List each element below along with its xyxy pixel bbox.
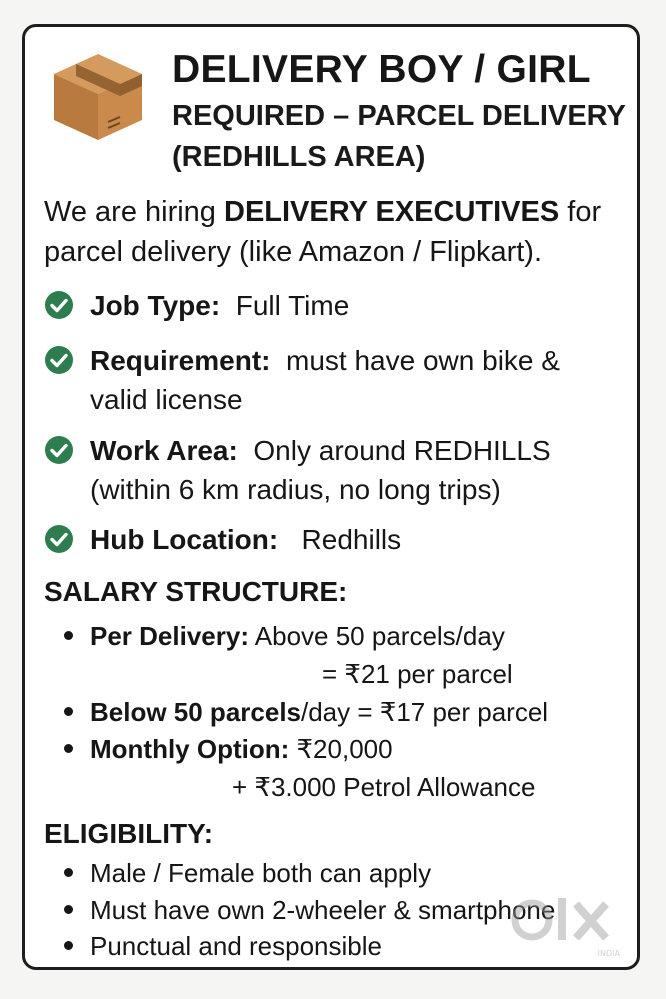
- check-circle-icon: [44, 290, 74, 320]
- parcel-box-icon: [48, 44, 148, 144]
- salary-per-delivery-rate: = ₹21 per parcel: [322, 659, 513, 689]
- bullet-dot: [64, 631, 73, 640]
- detail-label: Job Type:: [90, 290, 221, 321]
- svg-text:INDIA: INDIA: [597, 949, 620, 958]
- detail-value: Full Time: [235, 290, 350, 321]
- bullet-dot: [64, 744, 73, 753]
- check-circle-icon: [44, 524, 74, 554]
- detail-label: Work Area:: [90, 435, 238, 466]
- check-circle-icon: [44, 435, 74, 465]
- page-subtitle: REQUIRED – PARCEL DELIVERY: [172, 100, 626, 132]
- detail-label: Hub Location:: [90, 524, 279, 555]
- olx-watermark-logo: [508, 892, 632, 962]
- intro-text: We are hiring DELIVERY EXECUTIVES for parcel delivery (like Amazon / Flipkart).: [44, 196, 602, 268]
- page-title: DELIVERY BOY / GIRL: [172, 48, 591, 91]
- bullet-dot: [64, 707, 73, 716]
- salary-heading: SALARY STRUCTURE:: [44, 576, 348, 607]
- detail-value-continued: valid license: [90, 384, 243, 415]
- eligibility-heading: ELIGIBILITY:: [44, 818, 214, 849]
- detail-value: Only around REDHILLS: [253, 435, 551, 466]
- detail-value: Redhills: [301, 524, 402, 555]
- detail-value-continued: (within 6 km radius, no long trips): [90, 474, 501, 505]
- check-circle-icon: [44, 345, 74, 375]
- page-subtitle-area: (REDHILLS AREA): [172, 141, 426, 173]
- bullet-dot: [64, 868, 73, 877]
- salary-monthly-allowance: + ₹3.000 Petrol Allowance: [232, 772, 536, 802]
- detail-label: Requirement:: [90, 345, 271, 376]
- bullet-dot: [64, 905, 73, 914]
- detail-value: must have own bike &: [286, 345, 560, 376]
- bullet-dot: [64, 941, 73, 950]
